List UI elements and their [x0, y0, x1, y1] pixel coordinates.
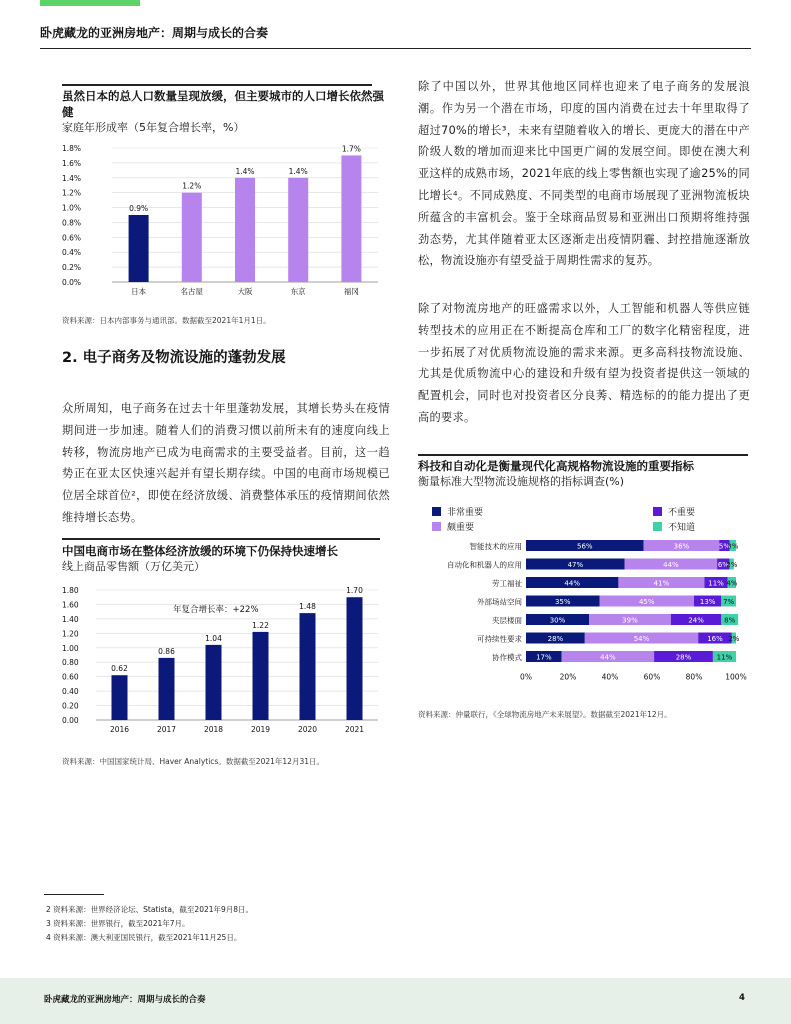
chart3-title: 科技和自动化是衡量现代化高规格物流设施的重要指标 — [418, 459, 694, 473]
y-tick-label: 0.00 — [62, 716, 79, 725]
segment-label: 35% — [554, 598, 571, 606]
segment-label: 11% — [708, 579, 724, 588]
legend-label: 不重要 — [668, 508, 696, 518]
category-label: 自动化和机器人的应用 — [447, 560, 522, 570]
segment-label: 41% — [653, 579, 670, 588]
legend-swatch — [432, 507, 441, 516]
segment-label: 47% — [567, 561, 584, 569]
y-tick-label: 0.40 — [62, 687, 79, 697]
bar — [182, 193, 202, 282]
legend-label: 颇重要 — [447, 523, 475, 533]
chart1-svg — [56, 140, 386, 300]
x-tick-label: 20% — [559, 672, 577, 682]
data-label: 0.9% — [129, 204, 149, 213]
segment-label: 2% — [728, 635, 740, 643]
y-tick-label: 0.4% — [62, 248, 82, 258]
segment-label: 54% — [633, 635, 650, 643]
data-label: 1.48 — [299, 602, 316, 612]
category-label: 可持续性要求 — [477, 634, 522, 644]
paragraph-right-2: 除了对物流房地产的旺盛需求以外，人工智能和机器人等供应链转型技术的应用正在不断提高仓库和工厂的数字化精密程度，进一步拓展了对优质物流设施的需求来源。更多高科技物流设施、尤其是优质物流中心的建设和升级有望为投资者提供这一领域的配置机会，同时也对投资者区分良莠、精选标的的能力提出了更高的要求。 — [418, 302, 750, 424]
y-tick-label: 1.6% — [62, 158, 82, 168]
bar — [112, 675, 128, 720]
segment-label: 30% — [549, 616, 566, 625]
y-tick-label: 1.40 — [62, 614, 79, 624]
data-label: 1.2% — [182, 181, 202, 191]
legend-label: 不知道 — [668, 523, 696, 533]
x-tick-label: 2019 — [250, 725, 271, 734]
y-tick-label: 1.0% — [62, 203, 82, 213]
x-tick-label: 0% — [520, 672, 532, 682]
category-label: 夹层楼面 — [492, 616, 522, 625]
x-tick-label: 2016 — [109, 725, 130, 734]
bar — [206, 645, 222, 720]
data-label: 1.04 — [205, 633, 222, 643]
x-tick-label: 60% — [643, 672, 661, 682]
segment-label: 13% — [699, 598, 716, 606]
x-tick-label: 福冈 — [343, 287, 359, 296]
footnote: 3 资料来源：世界银行，截至2021年7月。 — [46, 919, 190, 928]
bar — [300, 613, 316, 720]
y-tick-label: 1.2% — [62, 188, 82, 198]
segment-label: 7% — [723, 598, 735, 606]
x-tick-label: 大阪 — [237, 287, 253, 296]
segment-label: 39% — [622, 616, 638, 625]
data-label: 1.4% — [288, 166, 308, 176]
segment-label: 2% — [726, 561, 738, 569]
chart2-subtitle: 线上商品零售额（万亿美元） — [62, 560, 205, 573]
legend-swatch — [653, 522, 662, 531]
chart1-source: 资料来源：日本内部事务与通讯部。数据截至2021年1月1日。 — [62, 316, 271, 325]
page-number: 4 — [739, 993, 745, 1003]
x-tick-label: 2021 — [344, 725, 365, 734]
legend-swatch — [653, 507, 662, 516]
segment-label: 44% — [600, 653, 616, 662]
bar — [288, 178, 308, 282]
section-heading: 2. 电子商务及物流设施的蓬勃发展 — [62, 350, 286, 366]
y-tick-label: 1.8% — [62, 144, 82, 153]
data-label: 0.62 — [111, 664, 128, 674]
segment-label: 24% — [688, 616, 704, 625]
chart3-top-rule — [418, 454, 748, 456]
legend-item — [432, 505, 483, 518]
footnote: 4 资料来源：澳大利亚国民银行，截至2021年11月25日。 — [46, 933, 242, 942]
segment-label: 28% — [675, 653, 692, 662]
chart1-title: 虽然日本的总人口数量呈现放缓，但主要城市的人口增长依然强健 — [62, 89, 384, 119]
bar — [235, 178, 255, 282]
chart3-legend-right — [653, 505, 695, 533]
chart2-top-rule — [62, 538, 380, 540]
segment-label: 16% — [707, 635, 723, 643]
chart3-legend-left — [432, 505, 483, 533]
paragraph-left: 众所周知，电子商务在过去十年里蓬勃发展，其增长势头在疫情期间进一步加速。随着人们的消费习惯以前所未有的速度向线上转移，物流房地产已成为电商需求的主要受益者。目前，这一趋势正在亚太区快速兴起并有望长期存续。中国的电商市场规模已位居全球首位²，即使在经济放缓、消费整体承压的疫情期间依然维持增长态势。 — [62, 402, 390, 524]
x-tick-label: 2020 — [297, 725, 318, 734]
chart2-title: 中国电商市场在整体经济放缓的环境下仍保持快速增长 — [62, 544, 338, 558]
x-tick-label: 40% — [601, 672, 619, 682]
y-tick-label: 0.8% — [62, 218, 82, 228]
segment-label: 5% — [718, 542, 731, 551]
chart1-subtitle: 家庭年形成率（5年复合增长率，%） — [62, 121, 245, 134]
legend-item — [653, 505, 695, 518]
legend-label: 非常重要 — [447, 508, 484, 518]
segment-label: 11% — [716, 653, 733, 662]
bar — [253, 632, 269, 720]
category-label: 劳工福祉 — [492, 579, 522, 588]
footnotes — [46, 903, 253, 945]
bar — [129, 215, 149, 282]
y-tick-label: 0.0% — [62, 278, 82, 287]
x-tick-label: 80% — [685, 672, 703, 682]
segment-label: 36% — [673, 542, 690, 551]
paragraph-right-1: 除了中国以外，世界其他地区同样也迎来了电子商务的发展浪潮。作为另一个潜在市场，印度的国内消费在过去十年里取得了超过70%的增长³，未来有望随着收入的增长、更庞大的潜在中产阶级人数的增加而迎来比中国更广阔的发展空间。即使在澳大利亚这样的成熟市场，2021年底的线上零售额也实现了逾25%的同比增长⁴。不同成熟度、不同类型的电商市场展现了亚洲物流板块所蕴含的丰富机会。鉴于全球商品贸易和亚洲出口预期将维持强劲态势，尤其伴随着亚太区逐渐走出疫情阴霾、封控措施逐渐放松，物流设施亦有望受益于周期性需求的复苏。 — [418, 80, 750, 268]
chart1-top-rule — [62, 84, 372, 86]
chart2-source: 资料来源：中国国家统计局、Haver Analytics。数据截至2021年12月31日。 — [62, 757, 324, 766]
segment-label: 44% — [663, 561, 679, 569]
header-divider — [40, 48, 751, 49]
header-title: 卧虎藏龙的亚洲房地产：周期与成长的合奏 — [40, 26, 269, 40]
category-label: 协作模式 — [492, 653, 522, 662]
x-tick-label: 日本 — [131, 287, 147, 296]
top-accent-bar — [40, 0, 140, 6]
y-tick-label: 0.20 — [62, 701, 79, 711]
y-tick-label: 1.80 — [62, 586, 79, 595]
y-tick-label: 0.2% — [62, 263, 82, 273]
data-label: 0.86 — [158, 646, 175, 656]
segment-label: 28% — [547, 635, 564, 643]
segment-label: 3% — [727, 542, 739, 551]
y-tick-label: 0.6% — [62, 233, 82, 243]
data-label: 1.7% — [341, 144, 361, 154]
y-tick-label: 1.4% — [62, 173, 82, 183]
bar — [341, 155, 361, 282]
segment-label: 8% — [724, 616, 736, 625]
legend-item — [432, 520, 483, 533]
legend-item — [653, 520, 695, 533]
y-tick-label: 0.60 — [62, 672, 79, 682]
chart3-subtitle: 衡量标准大型物流设施规格的指标调查(%) — [418, 475, 625, 488]
y-tick-label: 1.60 — [62, 600, 79, 610]
segment-label: 6% — [717, 561, 729, 569]
segment-label: 4% — [726, 579, 738, 588]
legend-swatch — [432, 522, 441, 531]
bar — [159, 658, 175, 720]
chart3-source: 资料来源：仲量联行，《全球物流房地产未来展望》。数据截至2021年12月。 — [418, 710, 672, 719]
x-tick-label: 2018 — [203, 725, 224, 734]
segment-label: 45% — [638, 598, 655, 606]
segment-label: 44% — [564, 579, 580, 588]
data-label: 1.4% — [235, 166, 255, 176]
footnote-rule — [44, 894, 104, 895]
x-tick-label: 100% — [725, 672, 747, 682]
data-label: 1.70 — [346, 586, 363, 596]
x-tick-label: 名古屋 — [180, 287, 204, 296]
segment-label: 17% — [536, 653, 552, 662]
y-tick-label: 1.20 — [62, 629, 79, 639]
footnote: 2 资料来源：世界经济论坛、Statista，截至2021年9月8日。 — [46, 905, 254, 914]
category-label: 智能技术的应用 — [469, 542, 522, 551]
chart2-cagr-annotation: 年复合增长率：+22% — [173, 605, 259, 615]
y-tick-label: 1.00 — [62, 643, 79, 653]
x-tick-label: 2017 — [156, 725, 177, 734]
segment-label: 56% — [577, 542, 593, 551]
data-label: 1.22 — [252, 620, 269, 630]
x-tick-label: 东京 — [290, 287, 306, 296]
bar — [347, 597, 363, 720]
chart2-svg — [56, 582, 386, 742]
chart3-svg — [418, 536, 758, 686]
category-label: 外部场站空间 — [477, 597, 522, 607]
footer-title: 卧虎藏龙的亚洲房地产：周期与成长的合奏 — [44, 995, 206, 1005]
y-tick-label: 0.80 — [62, 658, 79, 668]
